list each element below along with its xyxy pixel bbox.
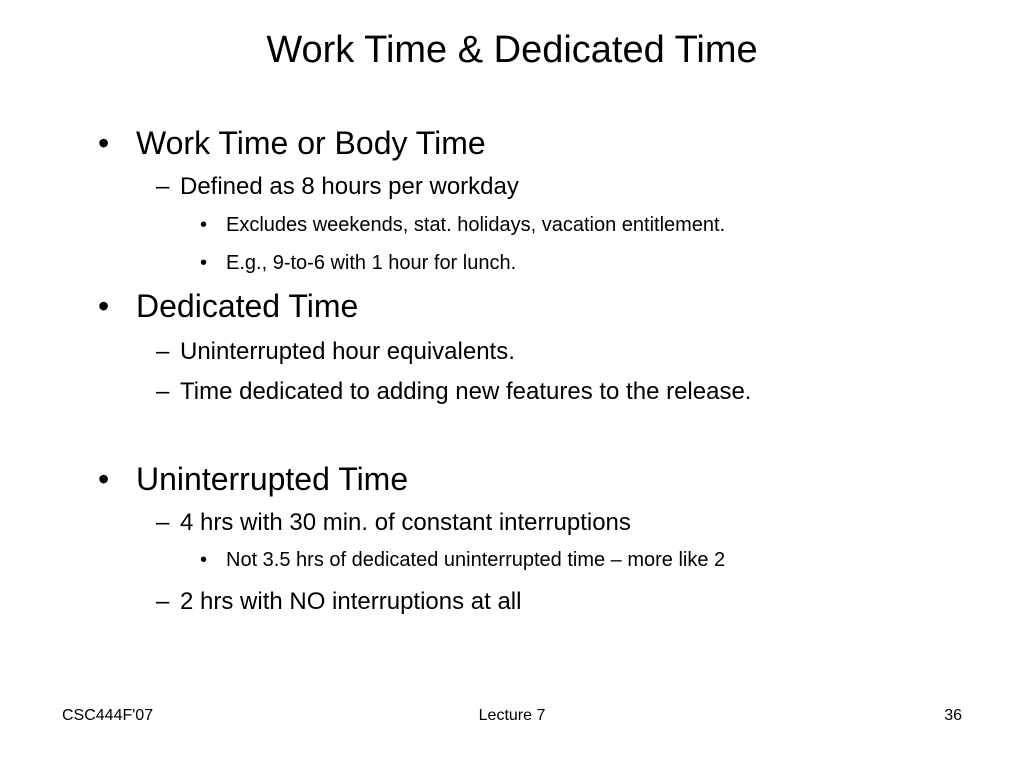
dash-marker: – — [156, 338, 170, 365]
sub-bullet-text: Time dedicated to adding new features to the release. — [180, 378, 752, 405]
dash-marker: – — [156, 509, 170, 536]
sub-bullet-text: Defined as 8 hours per workday — [180, 173, 519, 200]
sub-bullet-text: 4 hrs with 30 min. of constant interruptions — [180, 509, 631, 536]
bullet-text: Uninterrupted Time — [136, 461, 409, 497]
bullet-marker: • — [200, 549, 208, 571]
bullet-marker: • — [98, 125, 110, 161]
dash-marker: – — [156, 173, 170, 200]
detail-bullet-text: E.g., 9-to-6 with 1 hour for lunch. — [226, 252, 517, 274]
sub-bullet-text: Uninterrupted hour equivalents. — [180, 338, 515, 365]
sub-bullet-text: 2 hrs with NO interruptions at all — [180, 588, 522, 615]
bullet-marker: • — [98, 461, 110, 497]
footer-lecture: Lecture 7 — [478, 707, 546, 724]
dash-marker: – — [156, 588, 170, 615]
footer-course: CSC444F'07 — [62, 707, 154, 724]
detail-bullet-text: Excludes weekends, stat. holidays, vacation entitlement. — [226, 214, 726, 236]
slide-title: Work Time & Dedicated Time — [266, 29, 758, 71]
detail-bullet-text: Not 3.5 hrs of dedicated uninterrupted time – more like 2 — [226, 549, 726, 571]
bullet-text: Dedicated Time — [136, 288, 359, 324]
bullet-marker: • — [200, 252, 208, 274]
bullet-text: Work Time or Body Time — [136, 125, 486, 161]
bullet-marker: • — [200, 214, 208, 236]
bullet-marker: • — [98, 288, 110, 324]
footer-page-number: 36 — [944, 707, 962, 724]
dash-marker: – — [156, 378, 170, 405]
